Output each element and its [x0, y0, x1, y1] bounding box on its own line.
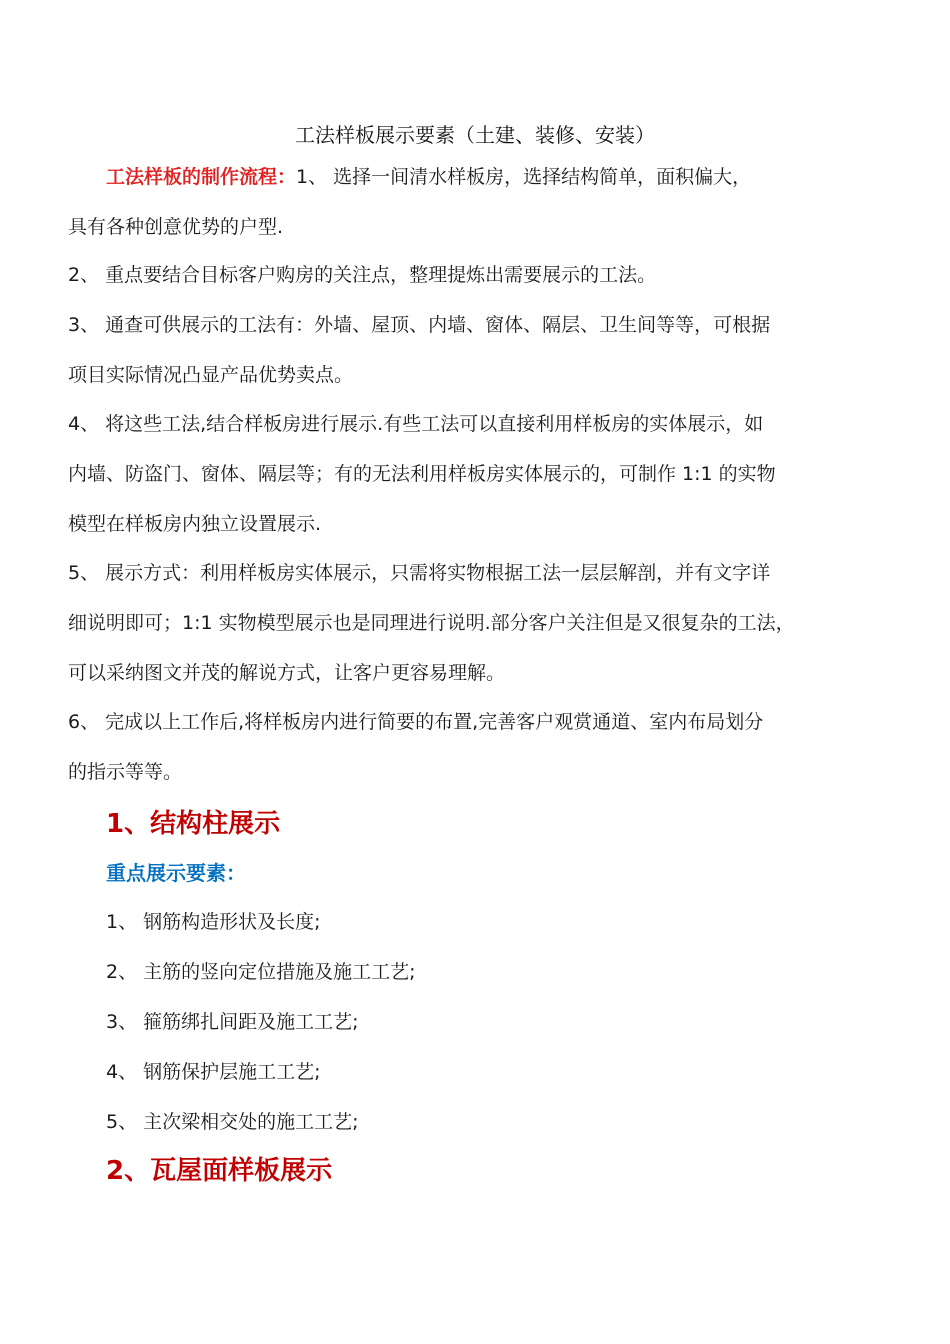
body-line: 模型在样板房内独立设置展示.: [68, 513, 322, 535]
body-line: 6、 完成以上工作后,将样板房内进行简要的布置,完善客户观赏通道、室内布局划分: [68, 711, 764, 733]
body-line: 具有各种创意优势的户型.: [68, 216, 284, 238]
body-line: 4、 将这些工法,结合样板房进行展示.有些工法可以直接利用样板房的实体展示，如: [68, 413, 764, 435]
body-line: 项目实际情况凸显产品优势卖点。: [68, 364, 354, 386]
document-title: 工法样板展示要素（土建、装修、安装）: [295, 123, 655, 147]
body-line: 5、 展示方式：利用样板房实体展示，只需将实物根据工法一层层解剖，并有文字详: [68, 562, 771, 584]
list-item: 2、 主筋的竖向定位措施及施工工艺;: [106, 961, 416, 983]
section-2-title: 2、瓦屋面样板展示: [106, 1156, 333, 1186]
body-line: 的指示等等。: [68, 761, 183, 783]
intro-text: 1、 选择一间清水样板房，选择结构简单，面积偏大，: [296, 166, 752, 188]
intro-paragraph: [68, 152, 880, 202]
section-1-subtitle: 重点展示要素：: [106, 861, 246, 885]
list-item: 5、 主次梁相交处的施工工艺;: [106, 1111, 359, 1133]
list-item: 3、 箍筋绑扎间距及施工工艺;: [106, 1011, 359, 1033]
body-line: 细说明即可；1:1 实物模型展示也是同理进行说明.部分客户关注但是又很复杂的工法，: [68, 612, 795, 634]
body-line: 可以采纳图文并茂的解说方式，让客户更容易理解。: [68, 662, 506, 684]
list-item: 4、 钢筋保护层施工工艺;: [106, 1061, 321, 1083]
body-line: 内墙、防盗门、窗体、隔层等；有的无法利用样板房实体展示的，可制作 1:1 的实物: [68, 463, 776, 485]
list-item: 1、 钢筋构造形状及长度;: [106, 911, 321, 933]
body-line: 2、 重点要结合目标客户购房的关注点，整理提炼出需要展示的工法。: [68, 264, 657, 286]
intro-heading: 工法样板的制作流程：: [106, 166, 297, 188]
section-1-title: 1、结构柱展示: [106, 809, 281, 839]
body-line: 3、 通查可供展示的工法有：外墙、屋顶、内墙、窗体、隔层、卫生间等等，可根据: [68, 314, 771, 336]
